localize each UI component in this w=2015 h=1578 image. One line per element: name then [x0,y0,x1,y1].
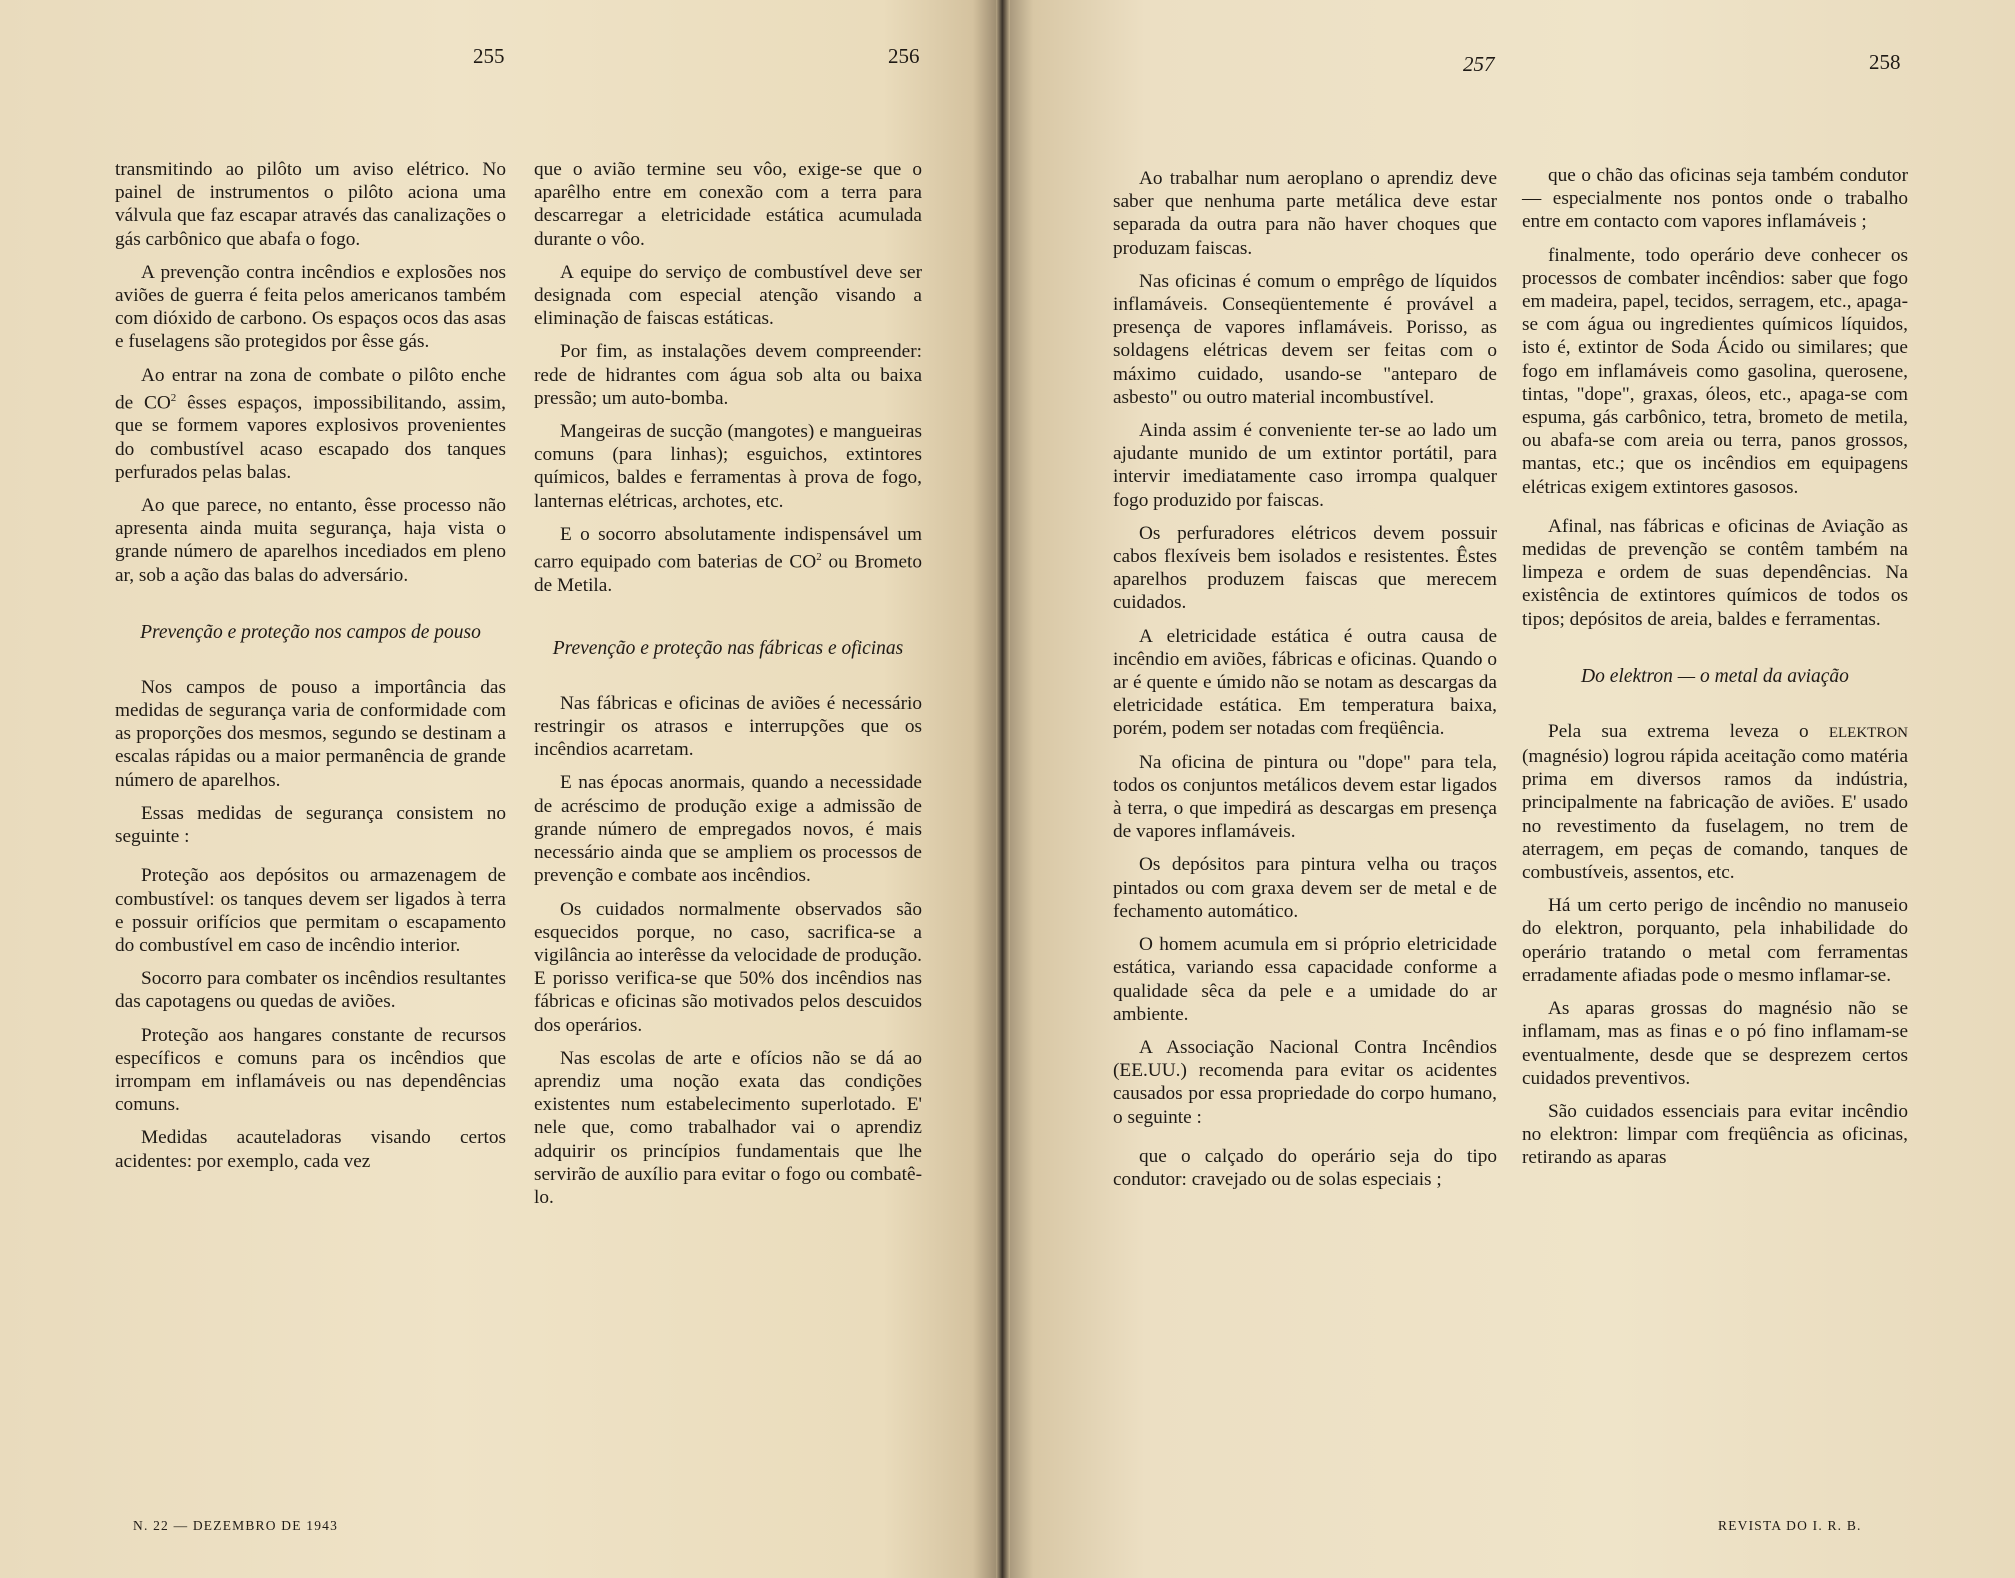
paragraph: Nas fábricas e oficinas de aviões é necessário restringir os atrasos e interrupções que os incêndios acarretam. [534,692,922,761]
paragraph: As aparas grossas do magnésio não se inflamam, mas as finas e o pó fino inflamam-se eventualmente, desde que se desprezem certos cuidados preventivos. [1522,998,1908,1089]
paragraph: Essas medidas de segurança consistem no seguinte : [115,802,506,848]
paragraph: que o avião termine seu vôo, exige-se que o aparêlho entre em conexão com a terra para descarregar a eletricidade estática acumulada durante o vôo. [534,159,922,250]
page-number-257: 257 [1463,52,1495,76]
paragraph: finalmente, todo operário deve conhecer os processos de combater incêndios: saber que fogo em madeira, papel, tecidos, serragem, etc., apaga-se com água ou ingredientes químicos líquidos, isto é, extintor de Soda Ácido ou similares; que fogo em inflamáveis como gasolina, querosene, tintas, "dope", graxas, óleos, etc., apaga-se com espuma, gás carbônico, tetra, brometo de metila, ou abafa-se com areia ou terra, panos grossos, mantas, etc.; que os incêndios em equipagens elétricas exigem extintores gasosos. [1522,244,1908,498]
footer-journal: REVISTA DO I. R. B. [1718,1518,1862,1533]
paragraph: Nas escolas de arte e ofícios não se dá ao aprendiz uma noção exata das condições existentes num estabelecimento superlotado. E' nele que, como trabalhador vai o aprendiz adquirir os princípios fundamentais que lhe servirão de auxílio para evitar o fogo ou combatê-lo. [534,1047,922,1208]
paragraph: Proteção aos hangares constante de recursos específicos e comuns para os incêndios que irrompam em inflamáveis ou nas dependências comuns. [115,1024,506,1116]
paragraph: Ao que parece, no entanto, êsse processo não apresenta ainda muita segurança, haja vista o grande número de aparelhos incediados em pleno ar, sob a ação das balas do adversário. [115,495,506,586]
paragraph: Ao trabalhar num aeroplano o aprendiz deve saber que nenhuma parte metálica deve estar separada da outra para não haver choques que produzam faiscas. [1113,168,1497,259]
paragraph: Mangeiras de sucção (mangotes) e mangueiras comuns (para linhas); esguichos, extintores químicos, baldes e ferramentas à prova de fogo, lanternas elétricas, archotes, etc. [534,421,922,512]
section-heading: Prevenção e proteção nos campos de pouso [140,621,481,643]
paragraph: Nas oficinas é comum o emprêgo de líquidos inflamáveis. Conseqüentemente é provável a presença de vapores inflamáveis. Porisso, as soldagens elétricas devem ser feitas com o máximo cuidado, usando-se "anteparo de asbesto" ou outro material incombustível. [1113,270,1497,408]
paragraph: Proteção aos depósitos ou armazenagem de combustível: os tanques devem ser ligados à terra e possuir orifícios que permitam o escapamento do combustível em caso de incêndio interior. [115,865,506,956]
paragraph: E nas épocas anormais, quando a necessidade de acréscimo de produção exige a admissão de grande número de empregados novos, é mais necessário ainda que se ampliem os processos de prevenção e combate aos incêndios. [534,772,922,887]
column-page-256 [534,158,922,1219]
paragraph: Os cuidados normalmente observados são esquecidos porque, no caso, sacrifica-se a vigilância ao interêsse da velocidade de produção. E porisso verifica-se que 50% dos incêndios nas fábricas e oficinas são motivados pelos descuidos dos operários. [534,898,922,1036]
paragraph: Há um certo perigo de incêndio no manuseio do elektron, porquanto, pela inhabilidade do operário tratando o metal com ferramentas erradamente afiadas pode o mesmo inflamar-se. [1522,895,1908,986]
footer-issue: N. 22 — DEZEMBRO DE 1943 [133,1518,339,1533]
paragraph: Na oficina de pintura ou "dope" para tela, todos os conjuntos metálicos devem estar ligados à terra, o que impedirá as descargas em presença de vapores inflamáveis. [1113,751,1497,843]
column-page-255 [115,158,506,1183]
paragraph: Pela sua extrema leveza o ELEKTRON (magnésio) logrou rápida aceitação como matéria prima em diversos ramos da indústria, principalmente na fabricação de aviões. E' usado no revestimento da fuselagem, no trem de aterragem, em peças de comando, tanques de combustíveis, assentos, etc. [1522,720,1908,884]
book-gutter [996,0,1010,1578]
paragraph: Os depósitos para pintura velha ou traços pintados ou com graxa devem ser de metal e de fechamento automático. [1113,854,1497,922]
paragraph: A eletricidade estática é outra causa de incêndio em aviões, fábricas e oficinas. Quando o ar é quente e úmido não se notam as descargas da eletricidade estática. Em temperatura baixa, porém, podem ser notadas com freqüência. [1113,625,1497,740]
paragraph: transmitindo ao pilôto um aviso elétrico. No painel de instrumentos o pilôto aciona uma válvula que faz escapar através das canalizações o gás carbônico que abafa o fogo. [115,159,506,250]
paragraph: A prevenção contra incêndios e explosões nos aviões de guerra é feita pelos americanos também com dióxido de carbono. Os espaços ocos das asas e fuselagens são protegidos por êsse gás. [115,261,506,353]
paragraph: Ainda assim é conveniente ter-se ao lado um ajudante munido de um extintor portátil, para intervir imediatamente caso irrompa qualquer fogo produzido por faiscas. [1113,420,1497,511]
column-page-258 [1522,164,1908,1180]
paragraph: Socorro para combater os incêndios resultantes das capotagens ou quedas de aviões. [115,968,506,1013]
page-number-256: 256 [888,44,920,68]
paragraph: São cuidados essenciais para evitar incêndio no elektron: limpar com freqüência as oficinas, retirando as aparas [1522,1100,1908,1169]
paragraph: A equipe do serviço de combustível deve ser designada com especial atenção visando a eliminação de faiscas estáticas. [534,261,922,330]
section-heading: Prevenção e proteção nas fábricas e oficinas [552,637,904,659]
paragraph: que o chão das oficinas seja também condutor — especialmente nos pontos onde o trabalho entre em contacto com vapores inflamáveis ; [1522,165,1908,233]
paragraph: O homem acumula em si próprio eletricidade estática, variando essa capacidade conforme a qualidade sêca da pele e a umidade do ar ambiente. [1113,934,1497,1025]
section-heading: Do elektron — o metal da aviação [1581,665,1849,687]
paragraph: Ao entrar na zona de combate o pilôto enche de $CO^2$ êsses espaços, impossibilitando, assim, que se formem vapores explosivos provenientes do combustível acaso escapado dos tanques perfurados pelas balas. [115,364,506,483]
paragraph: Afinal, nas fábricas e oficinas de Aviação as medidas de prevenção se contêm também na limpeza e ordem de suas dependências. Na existência de extintores químicos de todos os tipos; depósitos de areia, baldes e ferramentas. [1522,515,1908,630]
paragraph: Os perfuradores elétricos devem possuir cabos flexíveis bem isolados e resistentes. Êstes aparelhos produzem faiscas que merecem cuidados. [1113,522,1497,614]
page-number-255: 255 [473,44,505,68]
paragraph: E o socorro absolutamente indispensável um carro equipado com baterias de $CO^2$ ou Brometo de Metila. [534,523,922,596]
paragraph: Por fim, as instalações devem compreender: rede de hidrantes com água sob alta ou baixa pressão; um auto-bomba. [534,341,922,409]
paragraph: que o calçado do operário seja do tipo condutor: cravejado ou de solas especiais ; [1113,1145,1497,1190]
paragraph: Nos campos de pouso a importância das medidas de segurança varia de conformidade com as proporções dos mesmos, segundo se destinam a escalas rápidas ou a maior permanência de grande número de aparelhos. [115,676,506,791]
page-number-258: 258 [1869,50,1901,74]
column-page-257 [1113,167,1497,1201]
paragraph: A Associação Nacional Contra Incêndios (EE.UU.) recomenda para evitar os acidentes causados por essa propriedade do corpo humano, o seguinte : [1113,1036,1497,1128]
paragraph: Medidas acauteladoras visando certos acidentes: por exemplo, cada vez [115,1127,506,1172]
